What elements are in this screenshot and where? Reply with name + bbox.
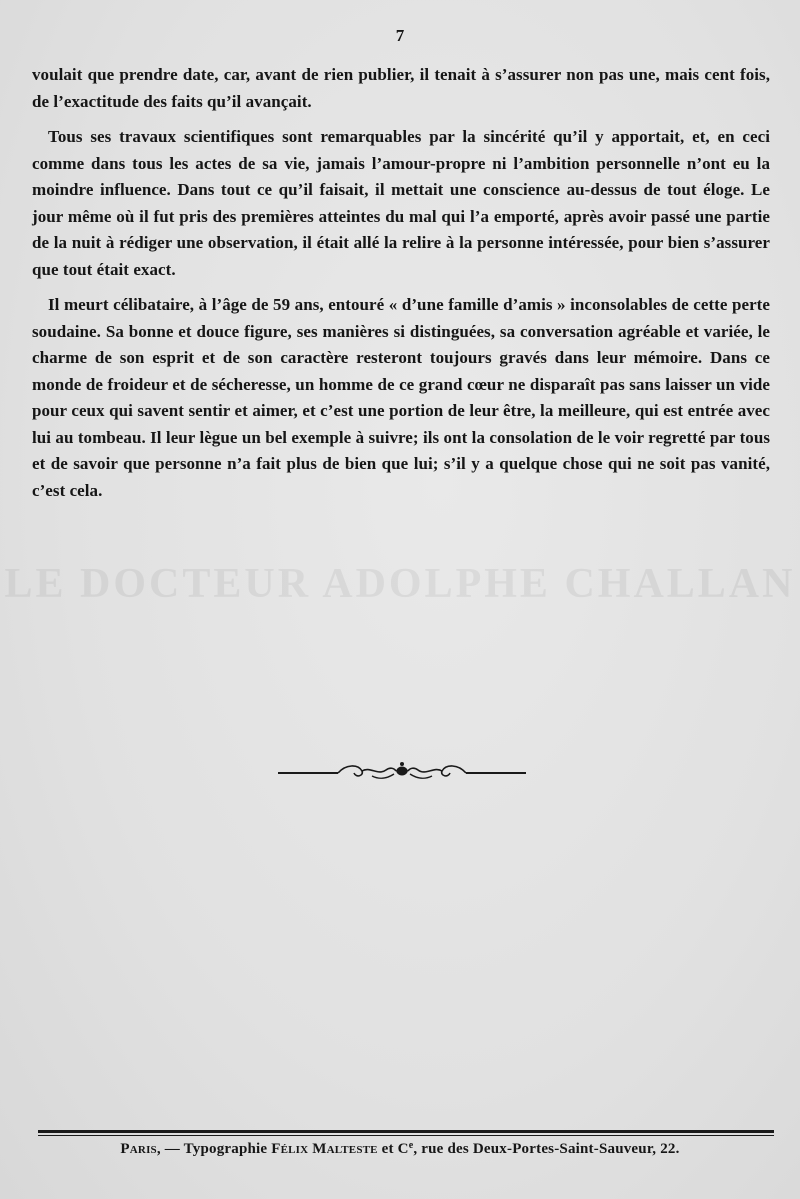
bleed-through-title: LE DOCTEUR ADOLPHE CHALLAN xyxy=(4,561,796,607)
imprint-city: Paris xyxy=(120,1141,157,1157)
paragraph-continuation: voulait que prendre date, car, avant de rien publier, il tenait à s’assurer non pas une, mais cent fois, de l’exactitude des faits qu’il avançait. xyxy=(32,65,770,111)
paragraph-eulogy: Il meurt célibataire, à l’âge de 59 ans, entouré « d’une famille d’amis » inconsolables de cette perte soudaine. Sa bonne et douce figure, ses manières si distinguées, sa conversation agréable et variée, le charme de son esprit et de son caractère resteront toujours gravés dans leur mémoire. Dans ce monde de froideur et de sécheresse, un homme de ce grand cœur ne disparaît pas sans laisser un vide pour ceux qui savent sentir et aimer, et c’est une portion de leur être, la meilleure, qui est entrée avec lui au tombeau. Il leur lègue un bel exemple à suivre; ils ont la consolation de le voir regretté par tous et de savoir que personne n’a fait plus de bien que lui; s’il y a quelque chose qui ne soit pas vanité, c’est cela. xyxy=(32,295,770,500)
paragraph-scientific-work: Tous ses travaux scientifiques sont remarquables par la sincérité qu’il y apportait, et, en ceci comme dans tous les actes de sa vie, jamais l’amour-propre ni l’ambition personnelle n’ont eu la moindre influence. Dans tout ce qu’il faisait, il mettait une conscience au-dessus de tout éloge. Le jour même où il fut pris des premières atteintes du mal qui l’a emporté, après avoir passé une partie de la nuit à rédiger une observation, il était allé la relire à la personne intéressée, pour bien s’assurer que tout était exact. xyxy=(32,127,770,279)
printer-imprint xyxy=(0,1140,800,1158)
imprint-printer: Félix Malteste xyxy=(271,1141,378,1157)
imprint-address: , rue des Deux-Portes-Saint-Sauveur, 22. xyxy=(413,1141,680,1157)
imprint-dash: , — xyxy=(156,1141,184,1157)
footer-rule-thick xyxy=(38,1130,774,1133)
imprint-label: Typographie xyxy=(183,1141,272,1157)
body-text xyxy=(32,62,770,513)
imprint-co-superscript: e xyxy=(408,1140,414,1151)
imprint-and-co: et C xyxy=(377,1141,409,1157)
ornament-divider-icon xyxy=(276,758,528,788)
footer-rule-thin xyxy=(38,1135,774,1136)
page-number: 7 xyxy=(395,26,405,45)
